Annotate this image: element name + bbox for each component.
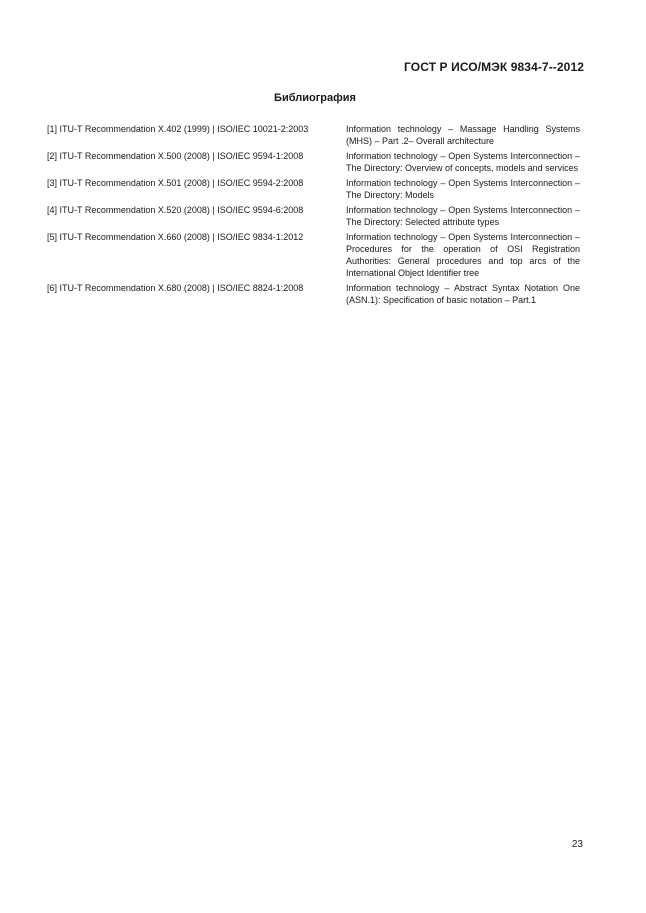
bibliography-entry-reference: [5] ITU-T Recommendation X.660 (2008) | ISO/IEC 9834-1:2012 xyxy=(47,232,304,242)
bibliography-entry xyxy=(47,150,580,174)
bibliography-list xyxy=(47,123,580,309)
bibliography-entry-title: Information technology – Massage Handling Systems (MHS) – Part .2– Overall architecture xyxy=(346,124,580,146)
bibliography-entry-title: Information technology – Open Systems Interconnection – The Directory: Selected attribute types xyxy=(346,205,580,227)
bibliography-entry-title: Information technology – Open Systems Interconnection – Procedures for the operation of OSI Registration Authorities: General procedures and top arcs of the International Object Identifier tree xyxy=(346,232,580,278)
bibliography-entry-title: Information technology – Abstract Syntax Notation One (ASN.1): Specification of basic notation – Part.1 xyxy=(346,283,580,305)
bibliography-entry xyxy=(47,204,580,228)
bibliography-entry-reference: [2] ITU-T Recommendation X.500 (2008) | ISO/IEC 9594-1:2008 xyxy=(47,151,304,161)
bibliography-entry-reference: [1] ITU-T Recommendation X.402 (1999) | ISO/IEC 10021-2:2003 xyxy=(47,124,309,134)
bibliography-entry-title: Information technology – Open Systems Interconnection – The Directory: Models xyxy=(346,178,580,200)
bibliography-entry xyxy=(47,282,580,306)
bibliography-entry-title: Information technology – Open Systems Interconnection – The Directory: Overview of concepts, models and services xyxy=(346,151,580,173)
bibliography-entry xyxy=(47,123,580,147)
standard-code-header: ГОСТ Р ИСО/МЭК 9834-7--2012 xyxy=(404,60,584,74)
bibliography-entry-reference: [3] ITU-T Recommendation X.501 (2008) | ISO/IEC 9594-2:2008 xyxy=(47,178,304,188)
bibliography-entry-reference: [6] ITU-T Recommendation X.680 (2008) | ISO/IEC 8824-1:2008 xyxy=(47,283,304,293)
bibliography-entry xyxy=(47,177,580,201)
bibliography-title: Библиография xyxy=(274,92,356,104)
bibliography-entry-reference: [4] ITU-T Recommendation X.520 (2008) | ISO/IEC 9594-6:2008 xyxy=(47,205,304,215)
page-number: 23 xyxy=(571,839,583,850)
bibliography-entry xyxy=(47,231,580,279)
